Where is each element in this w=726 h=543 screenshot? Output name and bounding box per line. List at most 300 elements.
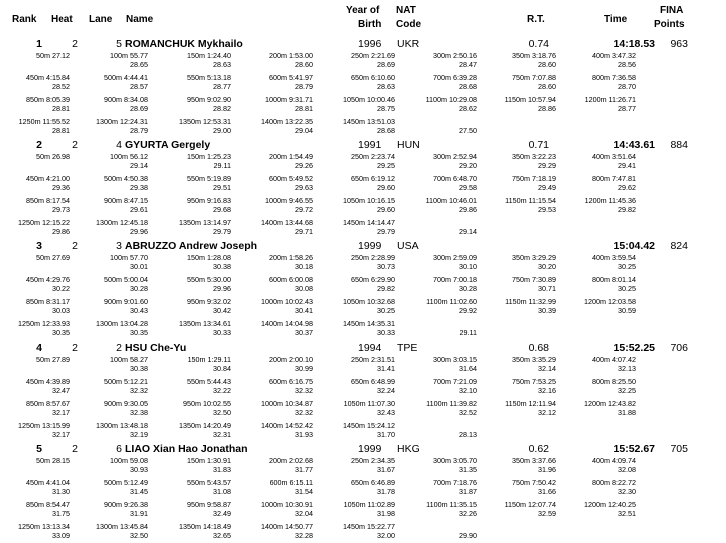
split-interval: 29.38 (130, 183, 148, 192)
split-distance-time: 850m 8:17.54 (26, 196, 70, 205)
final-time: 14:18.53 (613, 38, 655, 50)
athlete-main-line (0, 342, 726, 355)
split-interval: 32.52 (459, 408, 477, 417)
rank-value: 3 (36, 240, 42, 252)
split-interval: 28.52 (52, 82, 70, 91)
split-interval: 32.19 (130, 430, 148, 439)
split-distance-time: 850m 8:05.39 (26, 95, 70, 104)
split-interval: 30.25 (618, 284, 636, 293)
split-distance-time: 1000m 10:30.91 (261, 500, 313, 509)
split-distance-time: 1150m 11:32.99 (505, 297, 556, 306)
split-distance-time: 500m 4:50.38 (104, 174, 148, 183)
athlete-name: ABRUZZO Andrew Joseph (125, 240, 258, 252)
split-interval: 32.25 (618, 386, 636, 395)
split-distance-time: 300m 2:59.09 (433, 253, 477, 262)
split-interval: 32.24 (377, 386, 395, 395)
split-distance-time: 1400m 14:04.98 (261, 319, 313, 328)
split-distance-time: 850m 8:57.67 (26, 399, 70, 408)
split-interval: 30.71 (538, 284, 556, 293)
split-distance-time: 1450m 14:35.31 (343, 319, 395, 328)
split-distance-time: 1350m 12:53.31 (179, 117, 231, 126)
split-distance-time: 1050m 11:07.30 (343, 399, 395, 408)
split-distance-time: 1300m 12:45.18 (96, 218, 148, 227)
split-distance-time: 600m 5:49.52 (269, 174, 313, 183)
lane-value: 5 (116, 38, 122, 50)
split-interval: 32.16 (538, 386, 556, 395)
split-interval: 28.75 (377, 104, 395, 113)
split-interval: 31.77 (295, 465, 313, 474)
split-distance-time: 1400m 14:50.77 (261, 522, 313, 531)
athlete-main-line (0, 443, 726, 456)
split-interval: 29.79 (377, 227, 395, 236)
split-interval: 29.36 (52, 183, 70, 192)
split-interval: 29.63 (295, 183, 313, 192)
split-interval: 29.53 (538, 205, 556, 214)
split-distance-time: 550m 5:30.00 (187, 275, 231, 284)
split-cell (0, 73, 636, 91)
split-interval: 28.69 (130, 104, 148, 113)
split-distance-time: 1350m 14:18.49 (179, 522, 231, 531)
split-distance-time: 150m 1:24.40 (187, 51, 231, 60)
split-distance-time: 950m 9:16.83 (187, 196, 231, 205)
split-interval: 28.60 (538, 60, 556, 69)
split-interval: 30.08 (295, 284, 313, 293)
split-cell (0, 355, 636, 373)
split-interval: 31.88 (618, 408, 636, 417)
split-distance-time: 650m 6:29.90 (351, 275, 395, 284)
split-distance-time: 700m 7:21.09 (433, 377, 477, 386)
rank-value: 2 (36, 139, 42, 151)
split-distance-time: 950m 9:02.90 (187, 95, 231, 104)
split-interval: 29.86 (459, 205, 477, 214)
split-interval: 29.72 (295, 205, 313, 214)
split-interval: 28.65 (130, 60, 148, 69)
final-time: 15:52.67 (613, 443, 655, 455)
split-cell (0, 275, 636, 293)
split-distance-time: 750m 7:18.19 (512, 174, 556, 183)
split-cell (0, 399, 636, 417)
split-interval: 32.13 (618, 364, 636, 373)
split-cell (0, 522, 477, 540)
split-distance-time: 1250m 12:33.93 (18, 319, 70, 328)
split-interval: 28.86 (538, 104, 556, 113)
split-interval: 32.32 (130, 386, 148, 395)
split-distance-time: 900m 8:47.15 (104, 196, 148, 205)
split-interval: 30.35 (52, 328, 70, 337)
athlete-main-line (0, 240, 726, 253)
split-interval: 28.81 (52, 126, 70, 135)
lane-value: 6 (116, 443, 122, 455)
split-distance-time: 400m 3:47.32 (592, 51, 636, 60)
split-interval: 28.82 (213, 104, 231, 113)
split-distance-time: 200m 2:02.68 (269, 456, 313, 465)
split-distance-time: 800m 7:36.58 (592, 73, 636, 82)
split-distance-time: 600m 6:16.75 (269, 377, 313, 386)
reaction-time: 0.74 (528, 38, 549, 50)
split-interval: 30.37 (295, 328, 313, 337)
split-interval: 28.69 (377, 60, 395, 69)
split-interval: 30.35 (130, 328, 148, 337)
split-distance-time: 350m 3:22.23 (512, 152, 556, 161)
fina-points: 706 (670, 342, 688, 354)
split-distance-time: 50m 27.12 (36, 51, 70, 60)
split-distance-time: 400m 4:09.74 (592, 456, 636, 465)
split-interval: 30.01 (130, 262, 148, 271)
split-interval: 29.11 (213, 161, 231, 170)
split-interval: 28.62 (459, 104, 477, 113)
athlete-name: HSU Che-Yu (125, 342, 187, 354)
split-distance-time: 1050m 11:02.89 (343, 500, 395, 509)
split-distance-time: 1200m 12:40.25 (584, 500, 636, 509)
split-distance-time: 1400m 13:44.68 (261, 218, 313, 227)
split-distance-time: 150m 1:30.91 (187, 456, 231, 465)
split-interval: 28.81 (295, 104, 313, 113)
split-interval: 29.49 (538, 183, 556, 192)
split-interval: 32.08 (618, 465, 636, 474)
split-interval: 30.39 (538, 306, 556, 315)
header-fina-line2: Points (654, 19, 685, 30)
split-distance-time: 100m 56.12 (110, 152, 148, 161)
split-interval: 29.92 (459, 306, 477, 315)
split-interval: 32.51 (618, 509, 636, 518)
birth-year: 1999 (358, 240, 382, 252)
split-distance-time: 1000m 9:46.55 (265, 196, 313, 205)
athlete-row (0, 240, 726, 340)
split-interval: 29.82 (618, 205, 636, 214)
split-distance-time: 1100m 10:29.08 (425, 95, 477, 104)
split-distance-time: 1350m 13:14.97 (179, 218, 231, 227)
split-distance-time: 1400m 14:52.42 (261, 421, 313, 430)
split-interval: 29.04 (295, 126, 313, 135)
split-distance-time: 450m 4:41.04 (26, 478, 70, 487)
split-distance-time: 1150m 10:57.94 (504, 95, 556, 104)
split-interval: 30.33 (213, 328, 231, 337)
split-distance-time: 250m 2:34.35 (351, 456, 395, 465)
split-interval: 32.47 (52, 386, 70, 395)
split-interval: 29.60 (377, 183, 395, 192)
split-distance-time: 300m 3:05.70 (433, 456, 477, 465)
split-distance-time: 50m 27.89 (36, 355, 70, 364)
split-interval: 28.47 (459, 60, 477, 69)
split-distance-time: 1200m 12:43.82 (584, 399, 636, 408)
split-cell (0, 377, 636, 395)
split-interval: 28.56 (618, 60, 636, 69)
athlete-name: LIAO Xian Hao Jonathan (125, 443, 248, 455)
birth-year: 1999 (358, 443, 382, 455)
split-interval: 32.31 (213, 430, 231, 439)
split-distance-time: 50m 26.98 (36, 152, 70, 161)
split-interval: 30.93 (130, 465, 148, 474)
split-distance-time: 1100m 11:35.15 (426, 500, 477, 509)
split-interval: 29.14 (459, 227, 477, 236)
split-distance-time: 350m 3:35.29 (512, 355, 556, 364)
split-interval: 28.60 (538, 82, 556, 91)
split-distance-time: 900m 9:30.05 (104, 399, 148, 408)
split-distance-time: 1250m 13:15.99 (18, 421, 70, 430)
split-interval: 32.32 (295, 408, 313, 417)
split-distance-time: 700m 6:48.70 (433, 174, 477, 183)
split-interval: 29.14 (130, 161, 148, 170)
split-distance-time: 1400m 13:22.35 (261, 117, 313, 126)
split-interval: 30.38 (213, 262, 231, 271)
split-interval: 30.38 (130, 364, 148, 373)
split-distance-time: 1200m 12:03.58 (584, 297, 636, 306)
header-year-line1: Year of (346, 5, 380, 16)
split-distance-time: 1450m 13:51.03 (343, 117, 395, 126)
split-distance-time: 1000m 10:34.87 (261, 399, 313, 408)
split-distance-time: 250m 2:21.69 (351, 51, 395, 60)
split-interval: 31.83 (213, 465, 231, 474)
athlete-name: GYURTA Gergely (125, 139, 211, 151)
split-interval: 32.49 (213, 509, 231, 518)
split-interval: 29.11 (459, 328, 477, 337)
split-distance-time: 1200m 11:45.36 (584, 196, 636, 205)
split-cell (0, 95, 636, 113)
split-interval: 30.22 (52, 284, 70, 293)
rank-value: 5 (36, 443, 42, 455)
split-interval: 29.73 (52, 205, 70, 214)
split-cell (0, 500, 636, 518)
split-interval: 30.41 (295, 306, 313, 315)
split-interval: 29.62 (618, 183, 636, 192)
split-interval: 29.51 (213, 183, 231, 192)
split-interval: 30.03 (52, 306, 70, 315)
header-rank: Rank (12, 14, 37, 25)
split-cell (0, 456, 636, 474)
split-distance-time: 1250m 12:15.22 (18, 218, 70, 227)
split-distance-time: 850m 8:54.47 (26, 500, 70, 509)
split-interval: 28.57 (130, 82, 148, 91)
split-distance-time: 300m 2:50.16 (433, 51, 477, 60)
split-distance-time: 1100m 11:02.60 (426, 297, 477, 306)
split-interval: 31.98 (377, 509, 395, 518)
split-interval: 29.00 (213, 126, 231, 135)
athlete-main-line (0, 38, 726, 51)
split-cell (0, 117, 477, 135)
split-distance-time: 600m 6:15.11 (269, 478, 313, 487)
split-interval: 30.20 (538, 262, 556, 271)
split-interval: 29.96 (130, 227, 148, 236)
split-interval: 28.77 (213, 82, 231, 91)
split-interval: 30.42 (213, 306, 231, 315)
split-interval: 32.38 (130, 408, 148, 417)
reaction-time: 0.62 (528, 443, 549, 455)
split-interval: 29.60 (377, 205, 395, 214)
split-distance-time: 600m 5:41.97 (269, 73, 313, 82)
split-interval: 30.28 (130, 284, 148, 293)
athlete-row (0, 342, 726, 442)
split-distance-time: 1200m 11:26.71 (584, 95, 636, 104)
split-interval: 28.79 (295, 82, 313, 91)
heat-value: 2 (72, 443, 78, 455)
heat-value: 2 (72, 38, 78, 50)
split-interval: 28.68 (377, 126, 395, 135)
split-distance-time: 1000m 9:31.71 (265, 95, 313, 104)
split-distance-time: 550m 5:43.57 (187, 478, 231, 487)
athlete-name: ROMANCHUK Mykhailo (125, 38, 243, 50)
split-interval: 29.86 (52, 227, 70, 236)
split-interval: 31.66 (538, 487, 556, 496)
split-interval: 28.63 (377, 82, 395, 91)
split-distance-time: 200m 1:54.49 (269, 152, 313, 161)
split-distance-time: 900m 9:26.38 (104, 500, 148, 509)
split-distance-time: 1450m 14:14.47 (343, 218, 395, 227)
split-interval: 29.68 (213, 205, 231, 214)
split-interval: 32.12 (538, 408, 556, 417)
nat-code: USA (397, 240, 419, 252)
split-distance-time: 1300m 12:24.31 (96, 117, 148, 126)
split-distance-time: 500m 5:12.21 (104, 377, 148, 386)
split-distance-time: 1150m 12:11.94 (505, 399, 556, 408)
split-distance-time: 800m 7:47.81 (592, 174, 636, 183)
birth-year: 1991 (358, 139, 382, 151)
split-interval: 31.30 (52, 487, 70, 496)
heat-value: 2 (72, 139, 78, 151)
split-distance-time: 450m 4:39.89 (26, 377, 70, 386)
split-distance-time: 100m 59.08 (110, 456, 148, 465)
split-distance-time: 300m 2:52.94 (433, 152, 477, 161)
split-distance-time: 200m 1:58.26 (269, 253, 313, 262)
split-cell (0, 152, 636, 170)
split-interval: 29.79 (213, 227, 231, 236)
header-year-line2: Birth (358, 19, 382, 30)
header-fina-line1: FINA (660, 5, 684, 16)
split-cell (0, 478, 636, 496)
split-interval: 28.68 (459, 82, 477, 91)
split-interval: 31.93 (295, 430, 313, 439)
split-distance-time: 750m 7:50.42 (512, 478, 556, 487)
split-interval: 32.26 (459, 509, 477, 518)
split-cell (0, 196, 636, 214)
split-interval: 30.84 (213, 364, 231, 373)
rank-value: 4 (36, 342, 42, 354)
nat-code: TPE (397, 342, 418, 354)
split-cell (0, 253, 636, 271)
lane-value: 3 (116, 240, 122, 252)
split-interval: 28.63 (213, 60, 231, 69)
split-distance-time: 1250m 11:55.52 (18, 117, 70, 126)
split-distance-time: 1300m 13:48.18 (96, 421, 148, 430)
split-distance-time: 550m 5:19.89 (187, 174, 231, 183)
split-distance-time: 450m 4:21.00 (26, 174, 70, 183)
fina-points: 824 (670, 240, 688, 252)
split-interval: 31.45 (130, 487, 148, 496)
split-interval: 31.08 (213, 487, 231, 496)
split-interval: 29.58 (459, 183, 477, 192)
split-distance-time: 900m 9:01.60 (104, 297, 148, 306)
athlete-main-line (0, 139, 726, 152)
split-distance-time: 800m 8:25.50 (592, 377, 636, 386)
split-interval: 29.25 (377, 161, 395, 170)
split-distance-time: 1450m 15:24.12 (343, 421, 395, 430)
split-cell (0, 421, 477, 439)
lane-value: 4 (116, 139, 122, 151)
split-distance-time: 150m 1:28.08 (187, 253, 231, 262)
split-interval: 32.59 (538, 509, 556, 518)
reaction-time: 0.68 (528, 342, 549, 354)
split-interval: 27.50 (459, 126, 477, 135)
split-interval: 29.71 (295, 227, 313, 236)
split-distance-time: 500m 4:44.41 (104, 73, 148, 82)
split-distance-time: 750m 7:07.88 (512, 73, 556, 82)
split-distance-time: 700m 6:39.28 (433, 73, 477, 82)
split-distance-time: 300m 3:03.15 (433, 355, 477, 364)
split-distance-time: 750m 7:30.89 (512, 275, 556, 284)
split-interval: 30.59 (618, 306, 636, 315)
split-interval: 32.00 (377, 531, 395, 540)
athlete-row (0, 139, 726, 239)
athlete-row (0, 443, 726, 543)
split-distance-time: 1350m 13:34.61 (179, 319, 231, 328)
split-interval: 29.20 (459, 161, 477, 170)
split-distance-time: 1150m 11:15.54 (505, 196, 556, 205)
split-interval: 32.50 (130, 531, 148, 540)
split-interval: 32.17 (52, 408, 70, 417)
split-interval: 31.35 (459, 465, 477, 474)
split-interval: 29.41 (618, 161, 636, 170)
split-interval: 29.96 (213, 284, 231, 293)
split-interval: 32.14 (538, 364, 556, 373)
split-interval: 31.87 (459, 487, 477, 496)
heat-value: 2 (72, 240, 78, 252)
split-distance-time: 500m 5:00.04 (104, 275, 148, 284)
header-nat-line1: NAT (396, 5, 416, 16)
header-rt: R.T. (527, 14, 545, 25)
split-interval: 30.10 (459, 262, 477, 271)
split-distance-time: 350m 3:29.29 (512, 253, 556, 262)
nat-code: HKG (397, 443, 420, 455)
header-nat-line2: Code (396, 19, 421, 30)
split-interval: 29.82 (377, 284, 395, 293)
split-interval: 30.99 (295, 364, 313, 373)
split-interval: 31.91 (130, 509, 148, 518)
split-interval: 32.50 (213, 408, 231, 417)
split-interval: 31.75 (52, 509, 70, 518)
split-interval: 30.73 (377, 262, 395, 271)
split-interval: 28.13 (459, 430, 477, 439)
split-interval: 28.77 (618, 104, 636, 113)
split-distance-time: 550m 5:44.43 (187, 377, 231, 386)
split-interval: 32.04 (295, 509, 313, 518)
split-distance-time: 350m 3:37.66 (512, 456, 556, 465)
split-interval: 31.54 (295, 487, 313, 496)
fina-points: 963 (670, 38, 688, 50)
split-interval: 33.09 (52, 531, 70, 540)
split-distance-time: 850m 8:31.17 (26, 297, 70, 306)
split-interval: 28.70 (618, 82, 636, 91)
split-cell (0, 174, 636, 192)
split-interval: 30.43 (130, 306, 148, 315)
split-distance-time: 450m 4:15.84 (26, 73, 70, 82)
split-distance-time: 700m 7:00.18 (433, 275, 477, 284)
split-interval: 29.29 (538, 161, 556, 170)
split-cell (0, 319, 477, 337)
split-distance-time: 500m 5:12.49 (104, 478, 148, 487)
split-distance-time: 250m 2:23.74 (351, 152, 395, 161)
split-distance-time: 950m 9:32.02 (187, 297, 231, 306)
split-cell (0, 51, 636, 69)
split-interval: 29.61 (130, 205, 148, 214)
birth-year: 1994 (358, 342, 382, 354)
split-distance-time: 400m 3:59.54 (592, 253, 636, 262)
split-distance-time: 1250m 13:13.34 (18, 522, 70, 531)
split-distance-time: 600m 6:00.08 (269, 275, 313, 284)
final-time: 14:43.61 (613, 139, 655, 151)
final-time: 15:52.25 (613, 342, 655, 354)
split-interval: 30.25 (377, 306, 395, 315)
split-distance-time: 1000m 10:02.43 (261, 297, 313, 306)
split-cell (0, 218, 477, 236)
